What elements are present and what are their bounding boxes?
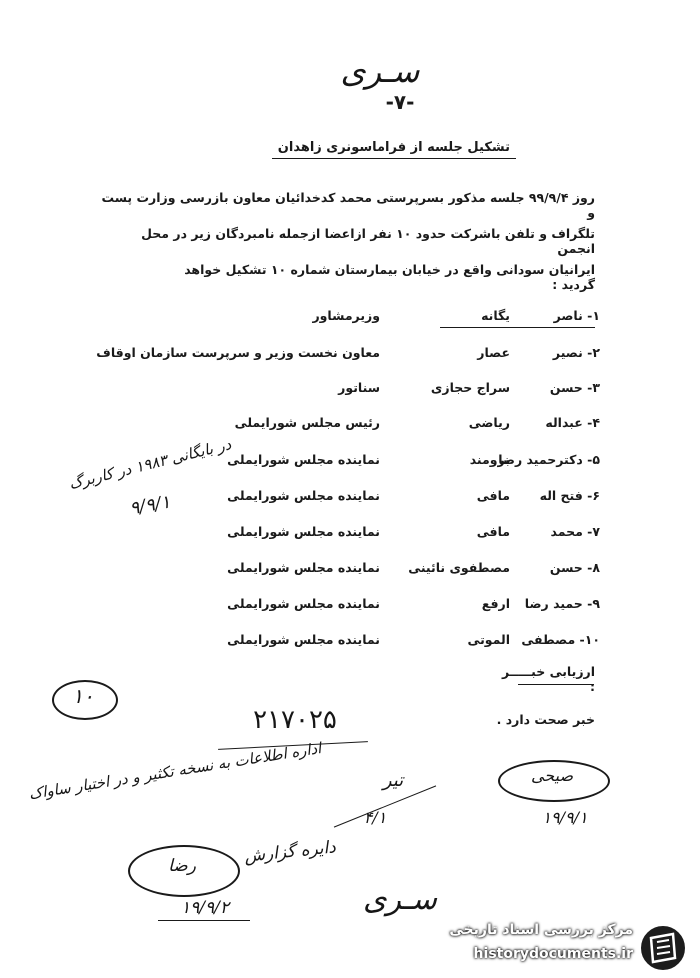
member-surname: مافی bbox=[476, 488, 510, 503]
circled-number: ۱۰ bbox=[72, 684, 94, 708]
member-first-name: ۱۰- مصطفی bbox=[521, 632, 600, 647]
member-first-name: ۹- حمید رضا bbox=[524, 596, 600, 611]
bottom-date-underline bbox=[158, 920, 250, 921]
member-surname: مافی bbox=[476, 524, 510, 539]
title-underline bbox=[272, 158, 516, 159]
signature-right: صیحی bbox=[530, 766, 574, 785]
member-title: نماینده مجلس شورایملی bbox=[227, 452, 380, 467]
member-surname: ریاضی bbox=[468, 415, 510, 430]
watermark-site: historydocuments.ir bbox=[473, 946, 633, 962]
member-surname: برومند bbox=[469, 452, 510, 467]
assessment-label: ارزیابی خبـــــر : bbox=[501, 664, 595, 694]
member-title: سناتور bbox=[338, 380, 380, 395]
first-member-underline bbox=[440, 327, 595, 328]
member-first-name: ۷- محمد bbox=[550, 524, 600, 539]
margin-note: در بایگانی ۱۹۸۳ در کاربرگ bbox=[67, 435, 233, 493]
margin-note-date: ۹/۹/۱ bbox=[127, 491, 173, 520]
watermark-logo-icon bbox=[637, 922, 689, 974]
member-title: معاون نخست وزیر و سرپرست سازمان اوقاف bbox=[96, 345, 380, 360]
member-title: نماینده مجلس شورایملی bbox=[227, 632, 380, 647]
member-first-name: ۶- فتح اله bbox=[539, 488, 600, 503]
member-surname: عصار bbox=[477, 345, 510, 360]
member-surname: الموتی bbox=[467, 632, 510, 647]
assessment-underline bbox=[518, 684, 594, 685]
member-title: وزیرمشاور bbox=[312, 308, 380, 323]
watermark bbox=[415, 920, 700, 977]
archive-number: ۲۱۷۰۲۵ bbox=[253, 705, 337, 735]
right-date: ۱۹/۹/۱ bbox=[542, 808, 588, 827]
member-surname: یگانه bbox=[481, 308, 510, 323]
intro-line-1: روز ۹۹/۹/۴ جلسه مذکور بسرپرستی محمد کدخدائیان معاون بازرسی وزارت پست و bbox=[101, 190, 595, 220]
initial-mid: تیر bbox=[382, 770, 404, 791]
assessment-text: خبر صحت دارد . bbox=[496, 712, 595, 727]
member-title: رئیس مجلس شورایملی bbox=[234, 415, 380, 430]
handwritten-instruction: اداره اطلاعات به نسخه تکثیر و در اختیار ساواک bbox=[27, 738, 323, 804]
member-title: نماینده مجلس شورایملی bbox=[227, 524, 380, 539]
member-first-name: ۸- حسن bbox=[549, 560, 600, 575]
classification-bottom: سـری bbox=[363, 882, 437, 917]
page-number: -۷- bbox=[385, 90, 415, 114]
member-title: نماینده مجلس شورایملی bbox=[227, 488, 380, 503]
member-first-name: ۲- نصیر bbox=[552, 345, 600, 360]
signature-left: رضا bbox=[168, 856, 196, 876]
member-surname: مصطفوی نائینی bbox=[408, 560, 510, 575]
intro-line-3: ایرانیان سودانی واقع در خیابان بیمارستان شماره ۱۰ تشکیل خواهد گردید : bbox=[184, 262, 595, 292]
archive-phrase: دایره گزارش bbox=[243, 837, 337, 867]
document-title: تشکیل جلسه از فراماسونری زاهدان bbox=[277, 140, 510, 155]
member-first-name: ۳- حسن bbox=[549, 380, 600, 395]
member-first-name: ۵- دکترحمید رضا bbox=[498, 452, 600, 467]
classification-top: سـری bbox=[340, 52, 420, 90]
member-first-name: ۱- ناصر bbox=[553, 308, 600, 323]
watermark-org-name: مرکز بررسی اسناد تاریخی bbox=[449, 922, 633, 938]
member-first-name: ۴- عبداله bbox=[545, 415, 600, 430]
member-title: نماینده مجلس شورایملی bbox=[227, 596, 380, 611]
member-title: نماینده مجلس شورایملی bbox=[227, 560, 380, 575]
intro-line-2: تلگراف و تلفن باشرکت حدود ۱۰ نفر ازاعضا ازجمله نامبردگان زیر در محل انجمن bbox=[141, 226, 595, 256]
member-surname: ارفع bbox=[481, 596, 510, 611]
bottom-date: ۱۹/۹/۲ bbox=[181, 898, 229, 918]
member-surname: سراج حجازی bbox=[430, 380, 510, 395]
mid-date: ۴/۱ bbox=[363, 808, 387, 827]
